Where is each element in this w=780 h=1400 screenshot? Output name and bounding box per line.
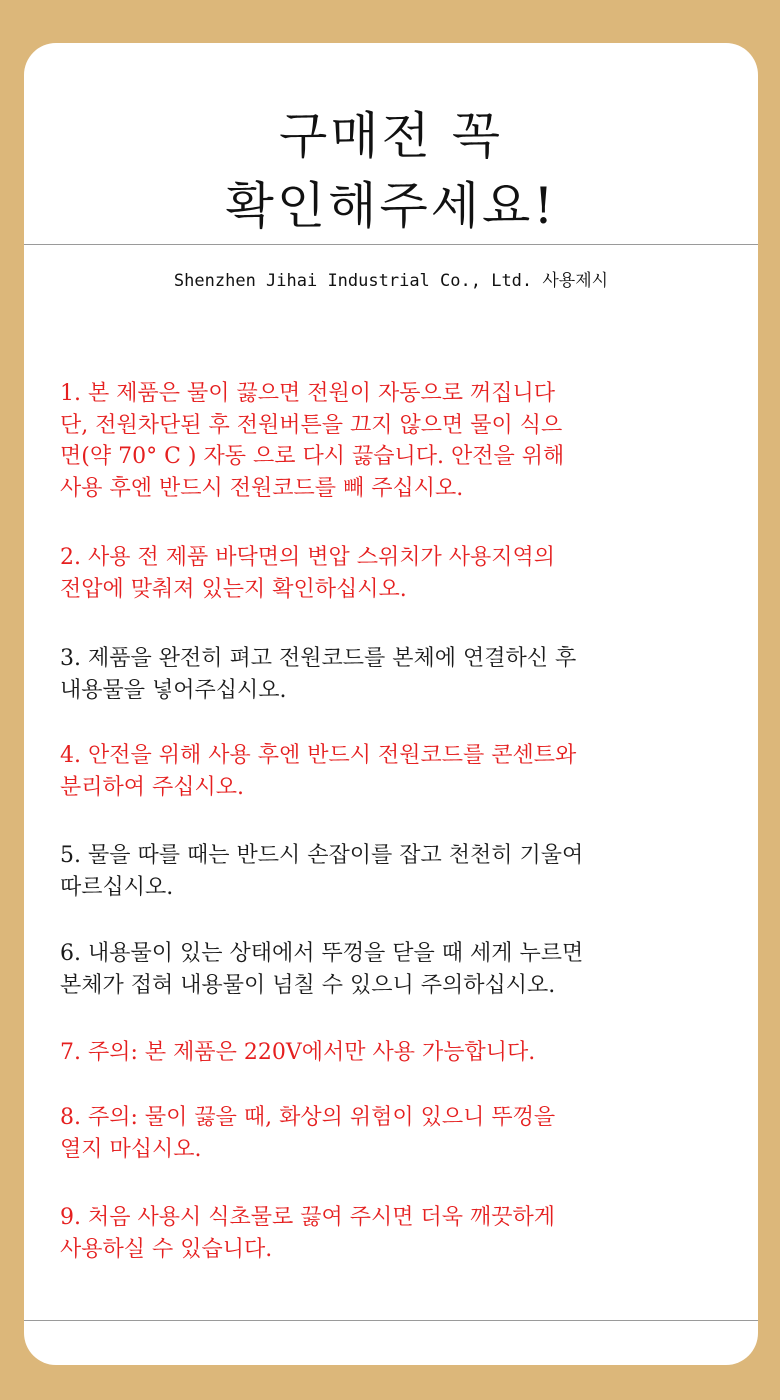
notice-line: 4. 안전을 위해 사용 후엔 반드시 전원코드를 콘센트와 xyxy=(60,743,577,768)
notice-item-1 xyxy=(60,378,724,504)
notice-line: 분리하여 주십시오. xyxy=(60,774,245,800)
notice-line: 따르십시오. xyxy=(60,874,174,900)
notice-line: 1. 본 제품은 물이 끓으면 전원이 자동으로 꺼집니다 xyxy=(60,381,555,406)
notice-line: 8. 주의: 물이 끓을 때, 화상의 위험이 있으니 뚜껑을 xyxy=(60,1105,556,1130)
notice-item-4 xyxy=(60,740,724,803)
notice-line: 사용 후엔 반드시 전원코드를 빼 주십시오. xyxy=(60,475,464,501)
notice-line: 6. 내용물이 있는 상태에서 뚜껑을 닫을 때 세게 누르면 xyxy=(60,941,584,966)
company-subtitle: Shenzhen Jihai Industrial Co., Ltd. 사용제시 xyxy=(173,271,609,291)
divider-bottom xyxy=(24,1320,758,1321)
notice-line: 내용물을 넣어주십시오. xyxy=(60,677,287,703)
notice-line: 7. 주의: 본 제품은 220V에서만 사용 가능합니다. xyxy=(60,1040,536,1065)
title-line-2: 확인해주세요! xyxy=(225,177,557,235)
notice-item-7 xyxy=(60,1037,724,1069)
notice-line: 2. 사용 전 제품 바닥면의 변압 스위치가 사용지역의 xyxy=(60,545,555,570)
notice-item-3 xyxy=(60,643,724,706)
page-title xyxy=(24,101,758,241)
notice-line: 사용하실 수 있습니다. xyxy=(60,1236,273,1262)
notice-line: 면(약 70° C ) 자동 으로 다시 끓습니다. 안전을 위해 xyxy=(60,444,565,469)
notice-card xyxy=(24,43,758,1365)
notice-item-9 xyxy=(60,1202,724,1265)
notice-line: 전압에 맞춰져 있는지 확인하십시오. xyxy=(60,576,407,602)
notice-item-6 xyxy=(60,938,724,1001)
notice-item-8 xyxy=(60,1102,724,1165)
notice-line: 열지 마십시오. xyxy=(60,1136,202,1162)
title-line-1: 구매전 꼭 xyxy=(278,107,504,165)
notice-line: 9. 처음 사용시 식초물로 끓여 주시면 더욱 깨끗하게 xyxy=(60,1205,555,1230)
notice-line: 본체가 접혀 내용물이 넘칠 수 있으니 주의하십시오. xyxy=(60,972,556,998)
notice-item-2 xyxy=(60,542,724,605)
notice-line: 단, 전원차단된 후 전원버튼을 끄지 않으면 물이 식으 xyxy=(60,412,563,438)
notice-line: 3. 제품을 완전히 펴고 전원코드를 본체에 연결하신 후 xyxy=(60,646,577,671)
notice-line: 5. 물을 따를 때는 반드시 손잡이를 잡고 천천히 기울여 xyxy=(60,843,584,868)
notice-item-5 xyxy=(60,840,724,903)
divider-top xyxy=(24,244,758,245)
